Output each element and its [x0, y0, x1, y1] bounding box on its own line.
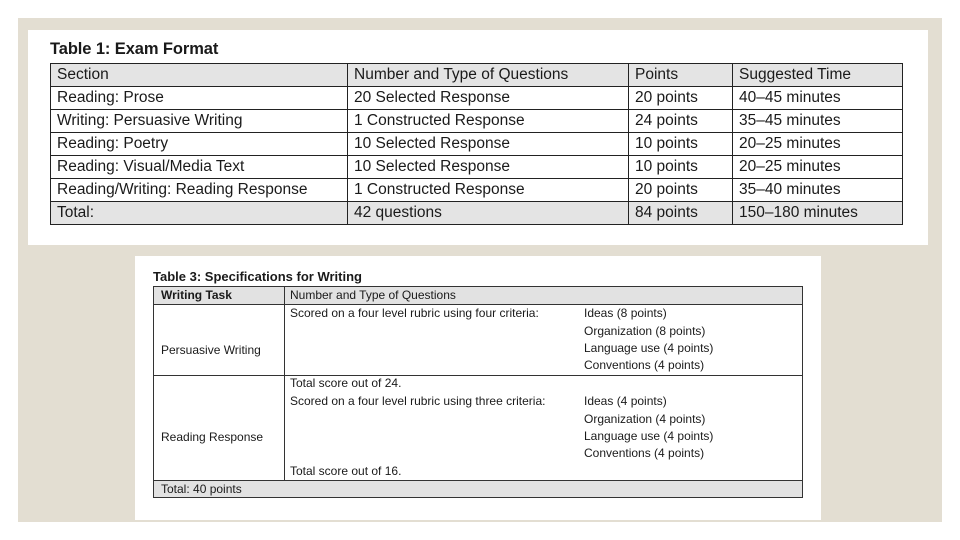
section-cell: Reading: Visual/Media Text	[51, 156, 348, 179]
section-cell: Reading/Writing: Reading Response	[51, 179, 348, 202]
section-cell: Reading: Poetry	[51, 133, 348, 156]
table-row	[51, 133, 903, 156]
table-row	[51, 156, 903, 179]
writing-specs-title: Table 3: Specifications for Writing	[153, 269, 362, 284]
total-points-cell: 84 points	[629, 202, 733, 225]
writing-specs-table	[153, 286, 803, 498]
criterion-item: Conventions (4 points)	[584, 358, 705, 372]
row-divider	[154, 375, 802, 376]
rubric-intro: Scored on a four level rubric using three criteria:	[290, 394, 546, 408]
header-cell: Points	[629, 64, 733, 87]
time-cell: 35–45 minutes	[733, 110, 903, 133]
table-row	[51, 110, 903, 133]
points-cell: 10 points	[629, 156, 733, 179]
section-cell: Reading: Prose	[51, 87, 348, 110]
column-divider	[284, 287, 285, 480]
criterion-item: Ideas (8 points)	[584, 306, 667, 320]
header-cell: Suggested Time	[733, 64, 903, 87]
questions-cell: 20 Selected Response	[348, 87, 629, 110]
exam-format-table	[50, 63, 903, 225]
criterion-item: Language use (4 points)	[584, 341, 714, 355]
criterion-item: Ideas (4 points)	[584, 394, 667, 408]
questions-cell: 10 Selected Response	[348, 133, 629, 156]
section-cell: Writing: Persuasive Writing	[51, 110, 348, 133]
table-header-row	[51, 64, 903, 87]
points-cell: 24 points	[629, 110, 733, 133]
table-footer-row	[154, 481, 802, 497]
total-label-cell: Total:	[51, 202, 348, 225]
time-cell: 35–40 minutes	[733, 179, 903, 202]
questions-cell: 1 Constructed Response	[348, 179, 629, 202]
header-writing-task: Writing Task	[161, 288, 232, 302]
writing-specs-panel	[135, 256, 821, 520]
table-header-row	[154, 287, 802, 305]
exam-format-title: Table 1: Exam Format	[50, 40, 219, 58]
points-cell: 20 points	[629, 179, 733, 202]
header-questions: Number and Type of Questions	[290, 288, 456, 302]
rubric-intro: Scored on a four level rubric using four criteria:	[290, 306, 539, 320]
time-cell: 40–45 minutes	[733, 87, 903, 110]
criterion-item: Conventions (4 points)	[584, 446, 705, 460]
exam-format-panel	[28, 30, 928, 245]
task-persuasive-writing: Persuasive Writing	[161, 343, 261, 357]
header-cell: Number and Type of Questions	[348, 64, 629, 87]
time-cell: 20–25 minutes	[733, 133, 903, 156]
total-questions-cell: 42 questions	[348, 202, 629, 225]
table-row	[51, 179, 903, 202]
total-score-note: Total score out of 24.	[290, 376, 402, 390]
criterion-item: Organization (4 points)	[584, 412, 706, 426]
task-reading-response: Reading Response	[161, 430, 264, 444]
questions-cell: 10 Selected Response	[348, 156, 629, 179]
table-total-row	[51, 202, 903, 225]
time-cell: 20–25 minutes	[733, 156, 903, 179]
header-cell: Section	[51, 64, 348, 87]
criterion-item: Organization (8 points)	[584, 324, 706, 338]
points-cell: 20 points	[629, 87, 733, 110]
points-cell: 10 points	[629, 133, 733, 156]
total-points-footer: Total: 40 points	[161, 482, 242, 496]
table-row	[51, 87, 903, 110]
total-time-cell: 150–180 minutes	[733, 202, 903, 225]
total-score-note: Total score out of 16.	[290, 464, 402, 478]
questions-cell: 1 Constructed Response	[348, 110, 629, 133]
criterion-item: Language use (4 points)	[584, 429, 714, 443]
